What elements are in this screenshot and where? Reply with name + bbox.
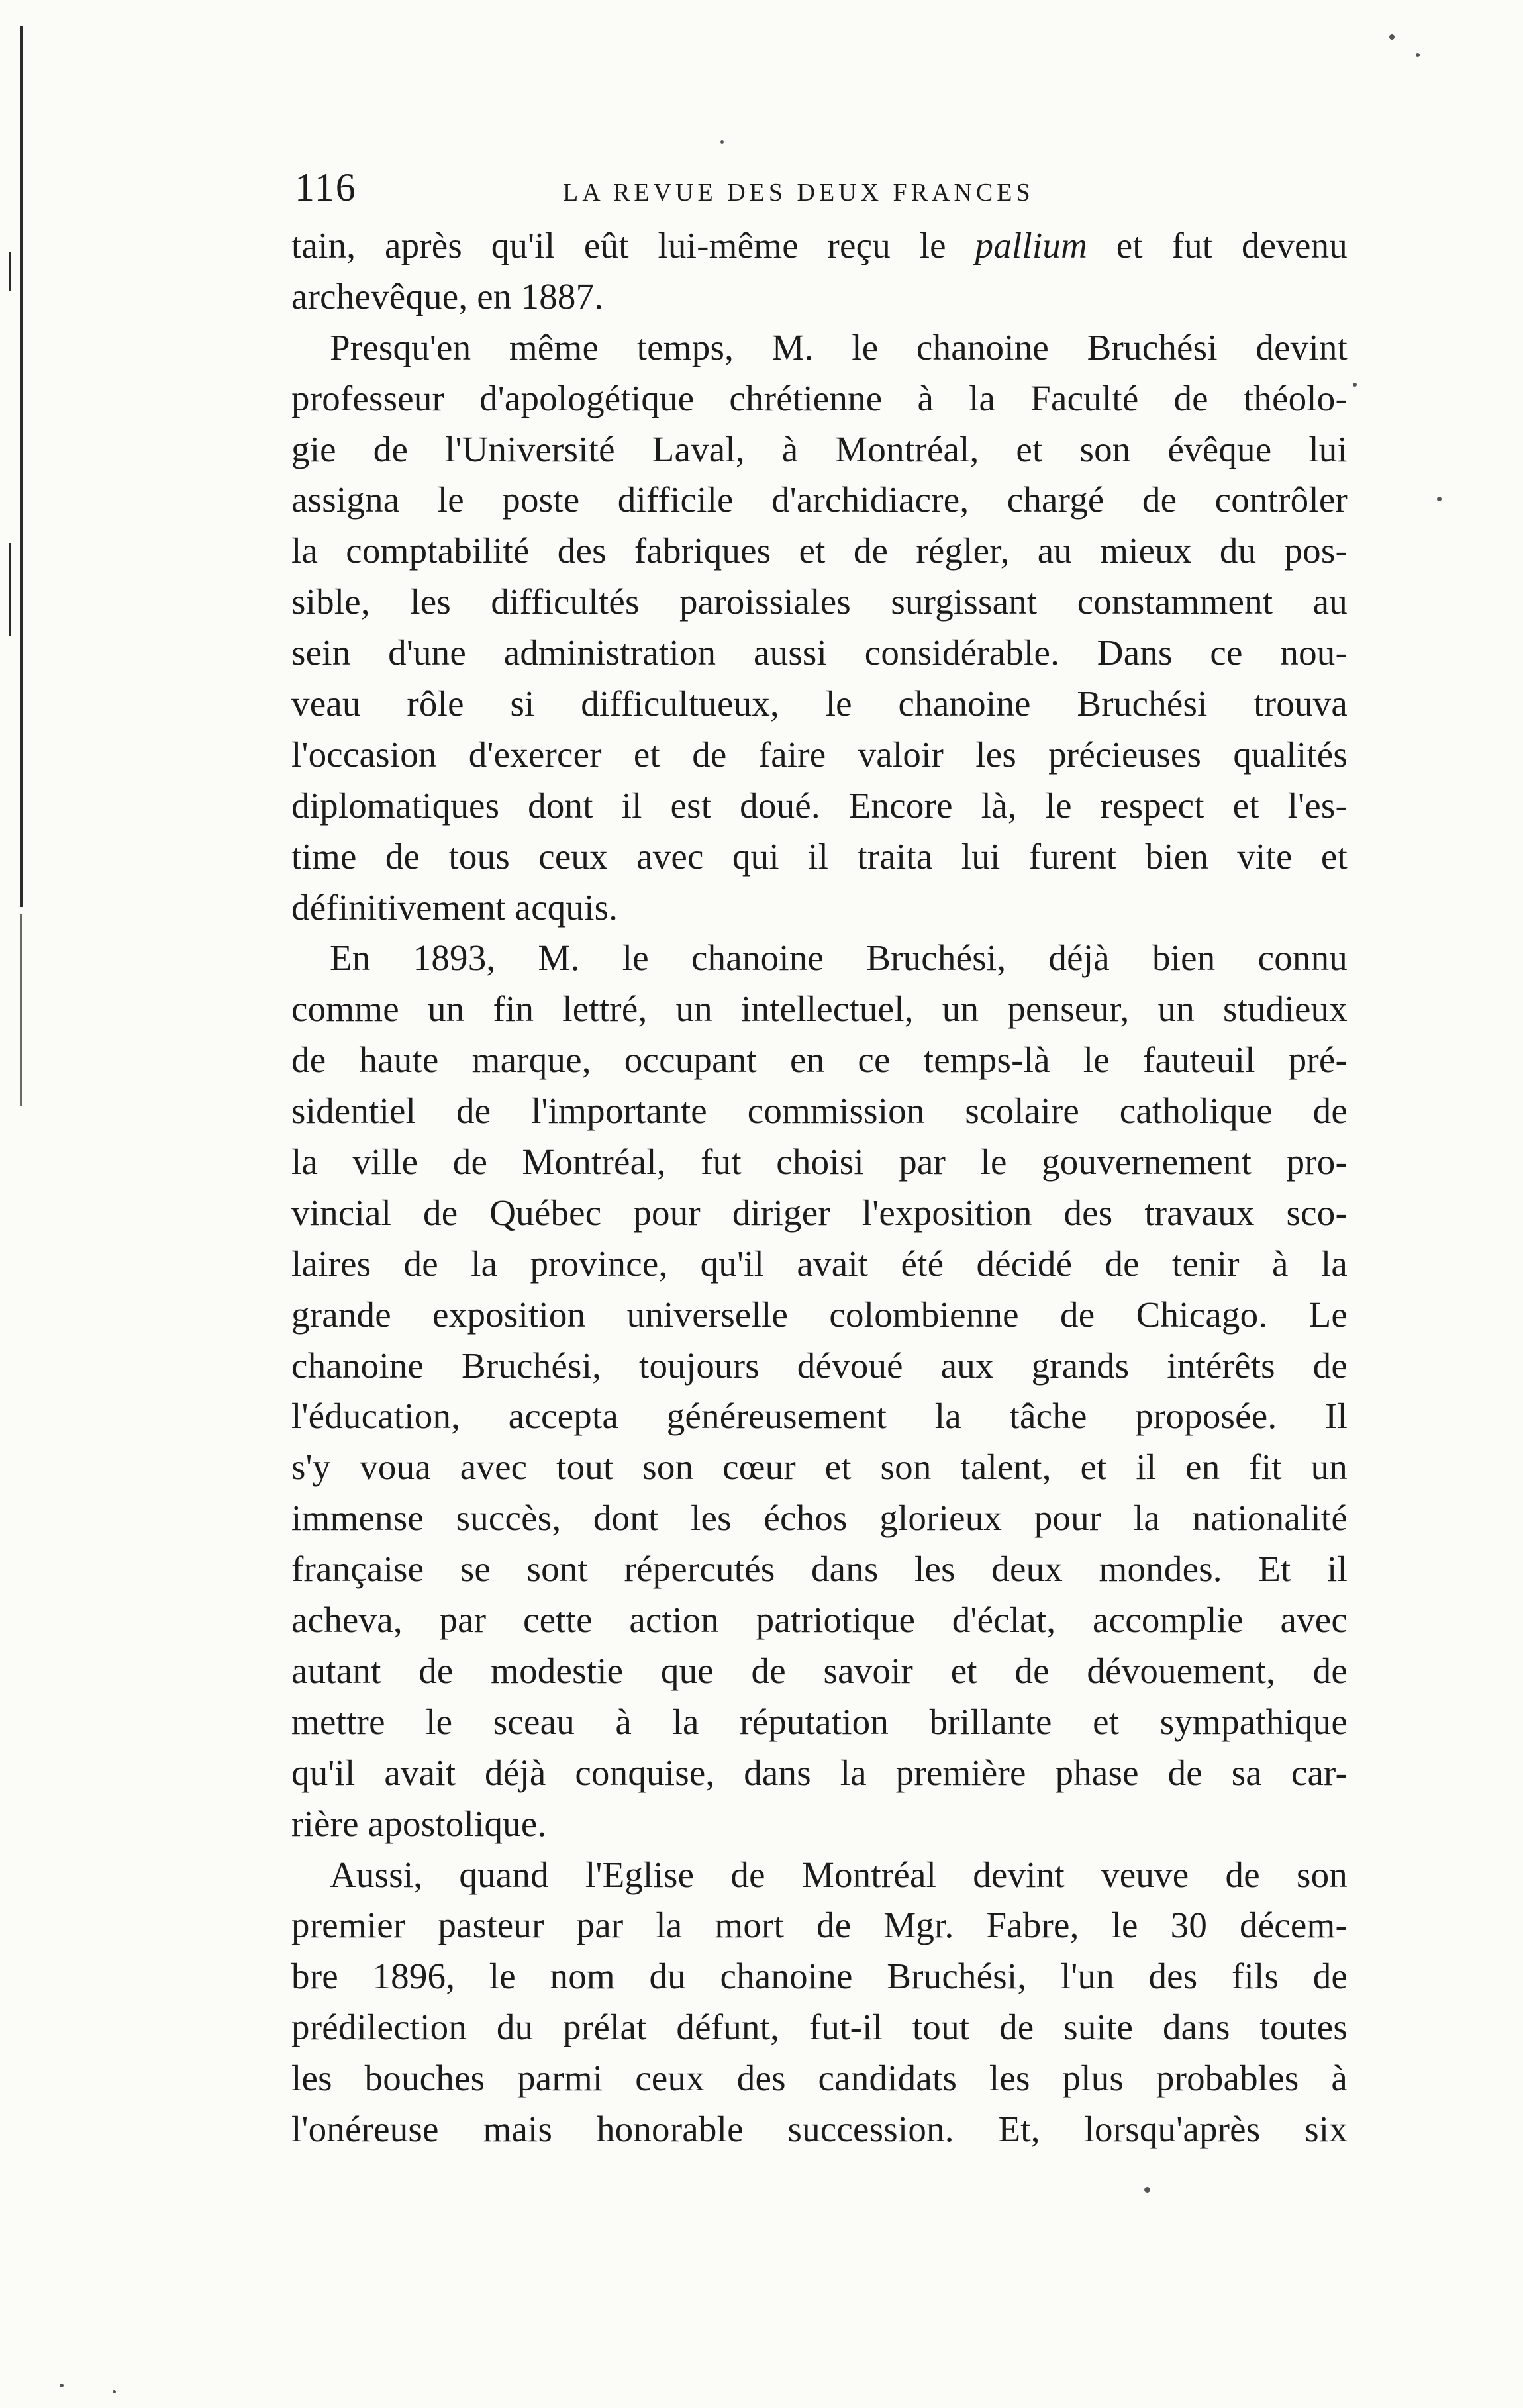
- text-line: sein d'une administration aussi considérable. Dans ce nou-: [291, 632, 1348, 673]
- page-header: [295, 158, 1344, 217]
- text-line: vincial de Québec pour diriger l'exposition des travaux sco-: [291, 1192, 1348, 1233]
- scan-speck: [113, 2390, 116, 2393]
- text-line: gie de l'Université Laval, à Montréal, et son évêque lui: [291, 428, 1348, 469]
- text-line: l'éducation, accepta généreusement la tâche proposée. Il: [291, 1396, 1348, 1437]
- paragraph-start: Presqu'en même temps, M. le chanoine Bruchési devint: [330, 326, 1348, 367]
- scan-speck: [1416, 53, 1420, 57]
- text-line: française se sont répercutés dans les deux mondes. Et il: [291, 1549, 1348, 1590]
- text-line: s'y voua avec tout son cœur et son talent, et il en fit un: [291, 1447, 1348, 1488]
- paragraph-start: En 1893, M. le chanoine Bruchési, déjà bien connu: [330, 938, 1348, 979]
- paragraph-start: Aussi, quand l'Eglise de Montréal devint veuve de son: [330, 1854, 1348, 1895]
- page-number: 116: [295, 166, 357, 209]
- scan-speck: [1389, 34, 1395, 40]
- text-line: l'occasion d'exercer et de faire valoir les précieuses qualités: [291, 734, 1348, 775]
- text-line: premier pasteur par la mort de Mgr. Fabre, le 30 décem-: [291, 1905, 1348, 1946]
- text-line: time de tous ceux avec qui il traita lui furent bien vite et: [291, 836, 1348, 877]
- text-line: la ville de Montréal, fut choisi par le gouvernement pro-: [291, 1141, 1348, 1182]
- text-line: rière apostolique.: [291, 1803, 547, 1844]
- text-line: la comptabilité des fabriques et de régler, au mieux du pos-: [291, 530, 1348, 571]
- scan-margin-line-lower: [20, 914, 22, 1106]
- text-line: tain, après qu'il eût lui-même reçu le pallium et fut devenu: [291, 225, 1348, 265]
- text-line: définitivement acquis.: [291, 887, 618, 928]
- text-line: sidentiel de l'importante commission scolaire catholique de: [291, 1090, 1348, 1132]
- scan-speck: [1437, 497, 1442, 501]
- text-line: acheva, par cette action patriotique d'éclat, accomplie avec: [291, 1600, 1348, 1641]
- text-line: prédilection du prélat défunt, fut-il tout de suite dans toutes: [291, 2007, 1348, 2048]
- text-line: diplomatiques dont il est doué. Encore là, le respect et l'es-: [291, 785, 1348, 826]
- text-line: laires de la province, qu'il avait été décidé de tenir à la: [291, 1243, 1348, 1284]
- text-line: mettre le sceau à la réputation brillante et sympathique: [291, 1701, 1348, 1742]
- scan-speck: [1353, 383, 1357, 387]
- scan-margin-tick: [9, 252, 11, 291]
- text-line: professeur d'apologétique chrétienne à la Faculté de théolo-: [291, 377, 1348, 418]
- text-line: grande exposition universelle colombienne de Chicago. Le: [291, 1294, 1348, 1335]
- body-text: [291, 220, 1348, 2155]
- text-line: autant de modestie que de savoir et de dévouement, de: [291, 1650, 1348, 1691]
- text-line: sible, les difficultés paroissiales surgissant constamment au: [291, 581, 1348, 622]
- text-line: veau rôle si difficultueux, le chanoine Bruchési trouva: [291, 683, 1348, 724]
- text-line: de haute marque, occupant en ce temps-là le fauteuil pré-: [291, 1039, 1348, 1081]
- scan-speck: [1144, 2187, 1150, 2193]
- text-line: bre 1896, le nom du chanoine Bruchési, l'un des fils de: [291, 1956, 1348, 1997]
- text-line: immense succès, dont les échos glorieux pour la nationalité: [291, 1498, 1348, 1539]
- text-line: chanoine Bruchési, toujours dévoué aux grands intérêts de: [291, 1345, 1348, 1386]
- text-line: l'onéreuse mais honorable succession. Et, lorsqu'après six: [291, 2108, 1348, 2149]
- text-line: qu'il avait déjà conquise, dans la première phase de sa car-: [291, 1752, 1348, 1793]
- text-line: assigna le poste difficile d'archidiacre, chargé de contrôler: [291, 479, 1348, 520]
- text-line: archevêque, en 1887.: [291, 275, 604, 316]
- scan-speck: [60, 2384, 64, 2387]
- text-line: comme un fin lettré, un intellectuel, un penseur, un studieux: [291, 988, 1348, 1030]
- scan-speck: [720, 140, 724, 144]
- running-title: LA REVUE DES DEUX FRANCES: [563, 179, 1034, 207]
- scan-margin-tick: [9, 543, 11, 636]
- scan-margin-line: [20, 26, 23, 907]
- italic-term: pallium: [975, 225, 1087, 265]
- text-line: les bouches parmi ceux des candidats les plus probables à: [291, 2058, 1348, 2099]
